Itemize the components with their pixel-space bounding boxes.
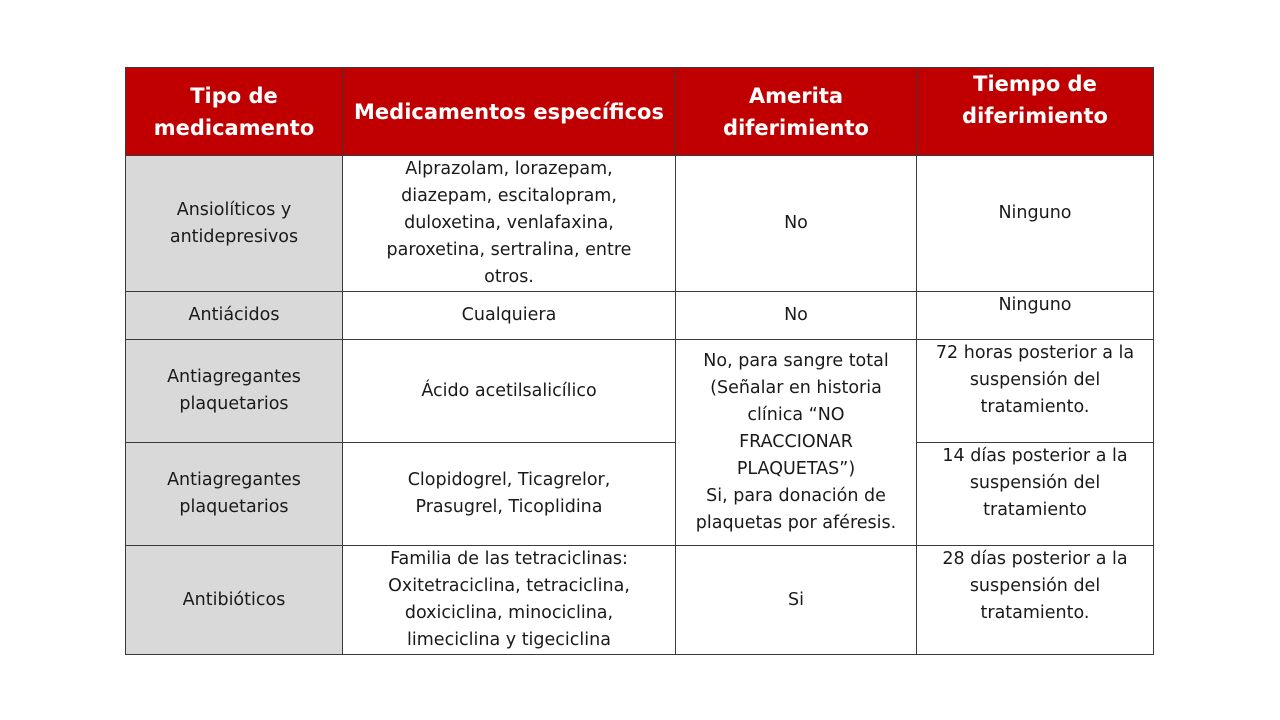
header-tipo-medicamento: Tipo de medicamento	[126, 68, 343, 156]
table-row	[126, 292, 1154, 340]
header-medicamentos-especificos: Medicamentos específicos	[343, 68, 676, 156]
table-header-row	[126, 68, 1154, 156]
tiempo-cell: Ninguno	[917, 292, 1154, 340]
header-tiempo-diferimiento: Tiempo de diferimiento	[917, 68, 1154, 156]
table-row	[126, 156, 1154, 292]
tiempo-cell: 28 días posterior a la suspensión del tratamiento.	[917, 546, 1154, 655]
amerita-cell: Si	[676, 546, 917, 655]
medicamentos-cell: Alprazolam, lorazepam, diazepam, escitalopram, duloxetina, venlafaxina, paroxetina, sertralina, entre otros.	[343, 156, 676, 292]
medicamentos-cell: Ácido acetilsalicílico	[343, 340, 676, 443]
amerita-cell: No	[676, 156, 917, 292]
tiempo-cell: Ninguno	[917, 156, 1154, 292]
medicamentos-cell: Clopidogrel, Ticagrelor, Prasugrel, Ticoplidina	[343, 443, 676, 546]
medicamentos-cell: Familia de las tetraciclinas: Oxitetraciclina, tetraciclina, doxiciclina, minociclina, limeciclina y tigeciclina	[343, 546, 676, 655]
table-row	[126, 340, 1154, 443]
amerita-merged-cell: No, para sangre total (Señalar en historia clínica “NO FRACCIONAR PLAQUETAS”) Si, para donación de plaquetas por aféresis.	[676, 340, 917, 546]
tipo-cell: Antiagregantes plaquetarios	[126, 340, 343, 443]
medicamentos-cell: Cualquiera	[343, 292, 676, 340]
medication-deferral-table	[125, 67, 1154, 655]
tipo-cell: Ansiolíticos y antidepresivos	[126, 156, 343, 292]
tipo-cell: Antibióticos	[126, 546, 343, 655]
tipo-cell: Antiácidos	[126, 292, 343, 340]
amerita-cell: No	[676, 292, 917, 340]
table-row	[126, 443, 1154, 546]
table-row	[126, 546, 1154, 655]
tiempo-cell: 14 días posterior a la suspensión del tratamiento	[917, 443, 1154, 546]
header-amerita-diferimiento: Amerita diferimiento	[676, 68, 917, 156]
tipo-cell: Antiagregantes plaquetarios	[126, 443, 343, 546]
tiempo-cell: 72 horas posterior a la suspensión del tratamiento.	[917, 340, 1154, 443]
